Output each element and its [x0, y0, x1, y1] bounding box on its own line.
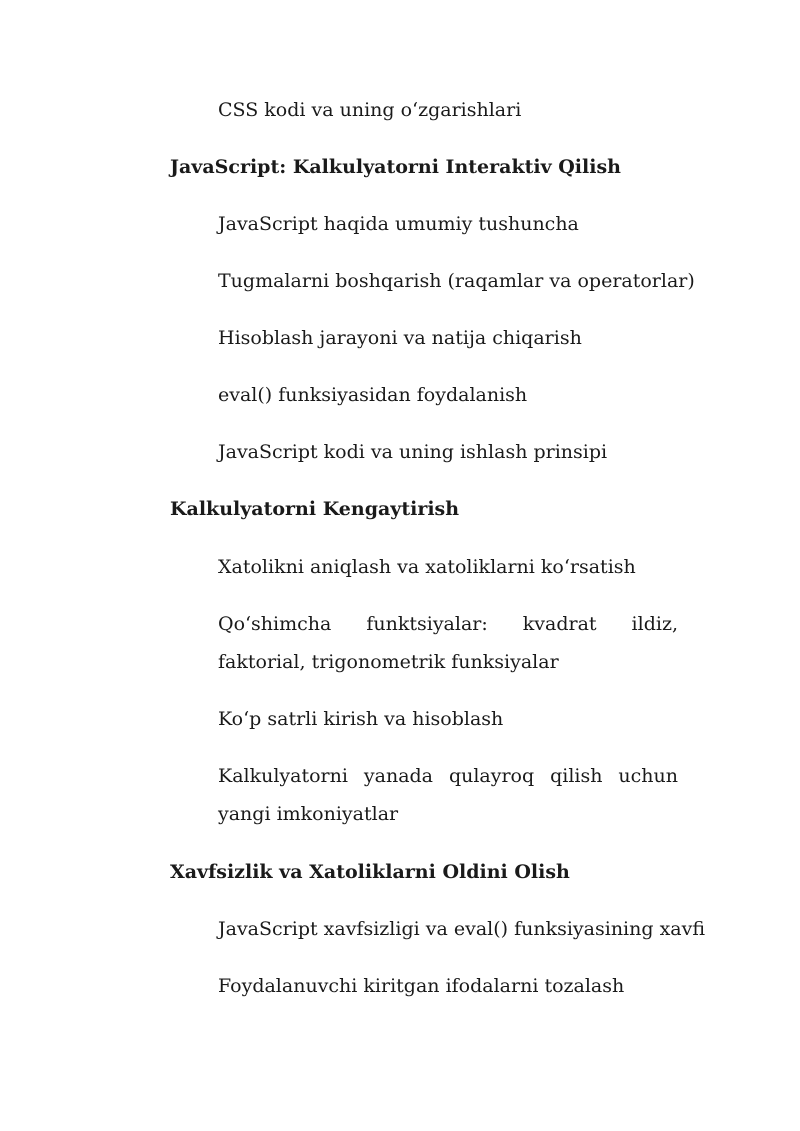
toc-item-button-control: Tugmalarni boshqarish (raqamlar va operatorlar) — [218, 270, 695, 292]
toc-item-javascript-overview: JavaScript haqida umumiy tushuncha — [218, 213, 579, 235]
toc-item-eval-usage: eval() funksiyasidan foydalanish — [218, 384, 528, 406]
toc-item-extra-functions: Qo‘shimcha funktsiyalar: kvadrat ildiz, faktorial, trigonometrik funksiyalar — [218, 613, 678, 673]
toc-item-javascript-security: JavaScript xavfsizligi va eval() funksiyasining xavfi — [218, 918, 706, 940]
toc-item-javascript-code: JavaScript kodi va uning ishlash prinsipi — [218, 441, 608, 463]
toc-heading-extending-calculator: Kalkulyatorni Kengaytirish — [170, 498, 460, 520]
toc-item-input-sanitization: Foydalanuvchi kiritgan ifodalarni tozalash — [218, 975, 625, 997]
toc-item-error-detection: Xatolikni aniqlash va xatoliklarni ko‘rsatish — [218, 556, 636, 578]
toc-heading-javascript-interactive: JavaScript: Kalkulyatorni Interaktiv Qilish — [170, 156, 621, 178]
toc-item-calculation-process: Hisoblash jarayoni va natija chiqarish — [218, 327, 582, 349]
toc-heading-security: Xavfsizlik va Xatoliklarni Oldini Olish — [170, 861, 570, 883]
toc-item-multiline-input: Ko‘p satrli kirish va hisoblash — [218, 708, 504, 730]
toc-item-css-code: CSS kodi va uning o‘zgarishlari — [218, 99, 522, 121]
toc-item-new-features: Kalkulyatorni yanada qulayroq qilish uchun yangi imkoniyatlar — [218, 765, 678, 825]
